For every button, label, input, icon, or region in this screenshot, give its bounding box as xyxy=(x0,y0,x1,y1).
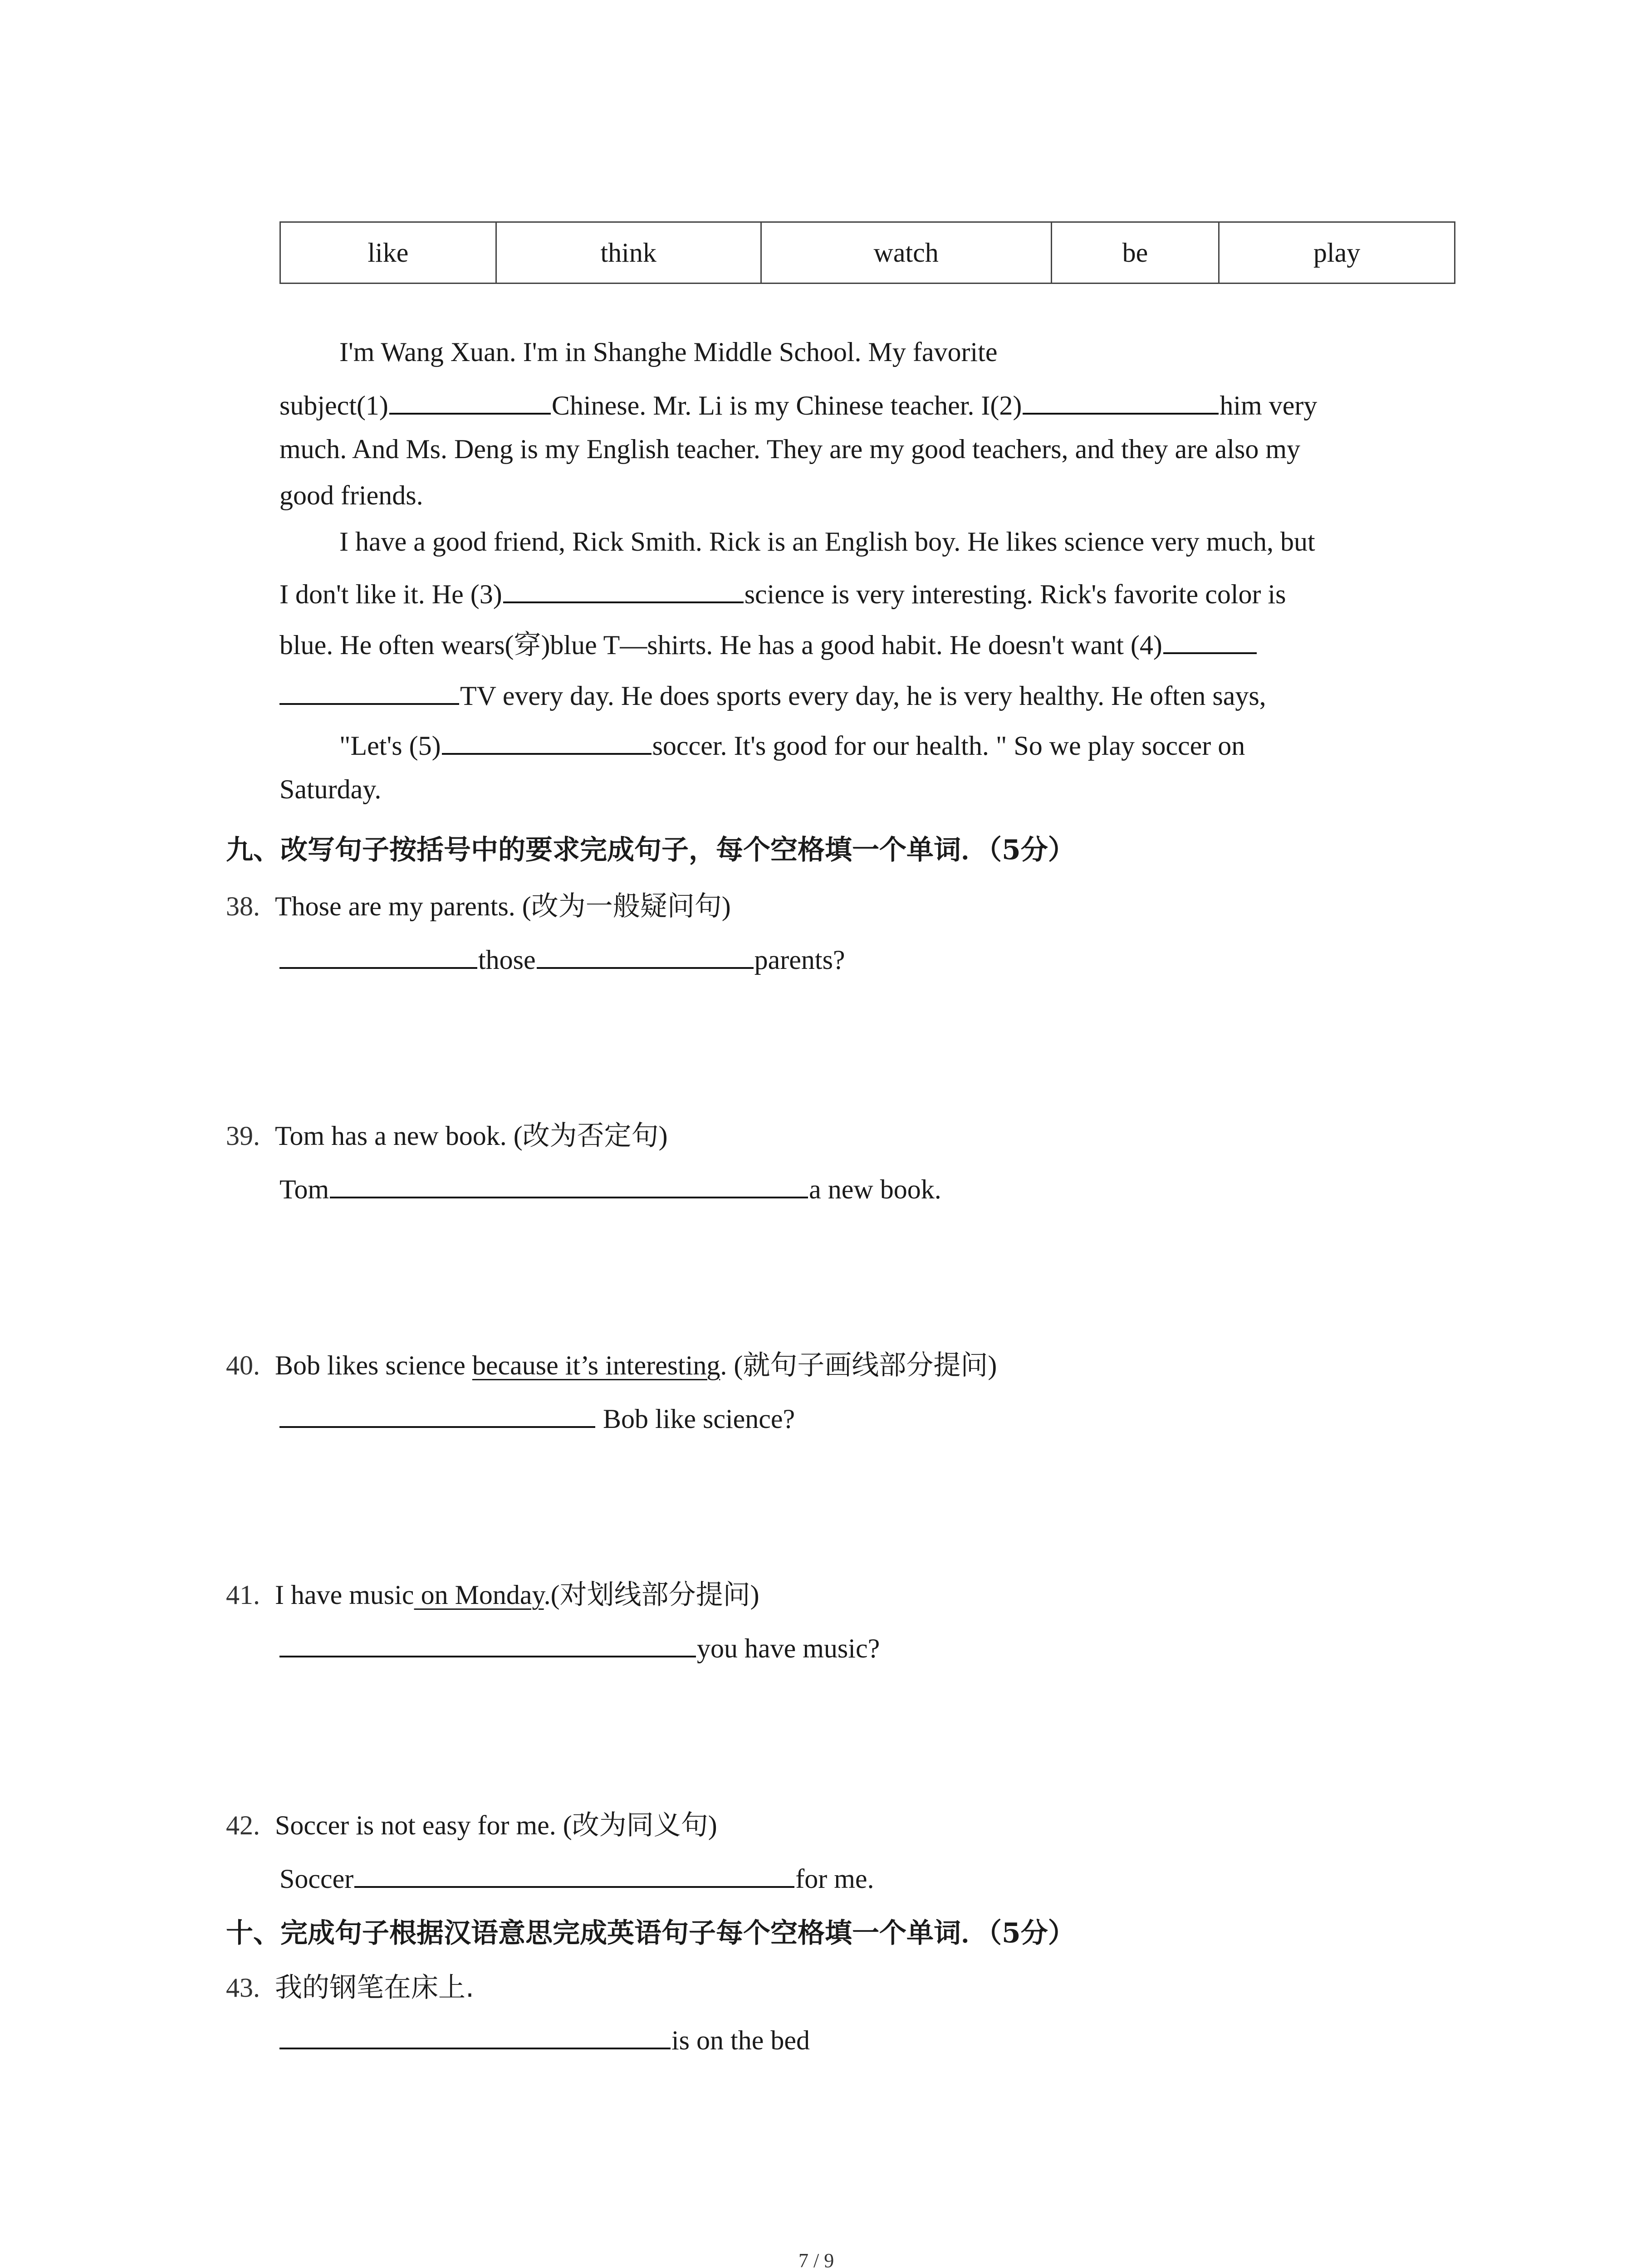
question-43: 43. 我的钢笔在床上. xyxy=(226,1972,475,2004)
answer-blank-3[interactable] xyxy=(503,573,744,603)
section-heading-9: 九、改写句子按括号中的要求完成句子，每个空格填一个单词．（5分） xyxy=(226,834,1075,866)
answer-line-42: Soccer for me. xyxy=(279,1858,874,1897)
passage-line: I'm Wang Xuan. I'm in Shanghe Middle School. My favorite xyxy=(339,337,998,367)
word-bank-cell: think xyxy=(496,222,761,284)
word-bank-cell: be xyxy=(1051,222,1219,284)
answer-blank-1[interactable] xyxy=(389,385,551,415)
answer-line-39: Tom a new book. xyxy=(279,1168,941,1207)
word-bank-cell: like xyxy=(280,222,496,284)
section-heading-10: 十、完成句子根据汉语意思完成英语句子每个空格填一个单词．（5分） xyxy=(226,1917,1075,1949)
passage-line: blue. He often wears(穿)blue T—shirts. He has a good habit. He doesn't want (4) xyxy=(279,624,1258,663)
passage-line: I don't like it. He (3) science is very interesting. Rick's favorite color is xyxy=(279,573,1286,612)
question-38: 38. Those are my parents. (改为一般疑问句) xyxy=(226,891,731,921)
passage-line: much. And Ms. Deng is my English teacher. They are my good teachers, and they are also my xyxy=(279,434,1300,464)
answer-line-41: you have music? xyxy=(279,1628,880,1667)
answer-line-38: those parents? xyxy=(279,939,845,978)
passage-line: subject(1) Chinese. Mr. Li is my Chinese teacher. I(2) him very xyxy=(279,385,1317,424)
question-42: 42. Soccer is not easy for me. (改为同义句) xyxy=(226,1810,717,1840)
word-bank-table xyxy=(279,221,1455,284)
page-number: 7 / 9 xyxy=(798,2249,834,2268)
question-39: 39. Tom has a new book. (改为否定句) xyxy=(226,1121,668,1151)
question-40: 40. Bob likes science because it’s interesting. (就句子画线部分提问) xyxy=(226,1350,997,1380)
answer-blank[interactable] xyxy=(279,939,477,969)
word-bank-cell: watch xyxy=(761,222,1051,284)
answer-blank-5[interactable] xyxy=(442,725,652,755)
question-41: 41. I have music on Monday.(对划线部分提问) xyxy=(226,1580,759,1610)
passage-line: "Let's (5) soccer. It's good for our health. " So we play soccer on xyxy=(339,725,1245,764)
underlined-phrase: because it’s interesting xyxy=(472,1350,720,1380)
passage-line: TV every day. He does sports every day, he is very healthy. He often says, xyxy=(279,675,1266,714)
answer-blank[interactable] xyxy=(537,939,754,969)
answer-blank-4a[interactable] xyxy=(1163,624,1257,654)
passage-line: I have a good friend, Rick Smith. Rick is an English boy. He likes science very much, but xyxy=(339,527,1315,557)
underlined-phrase: on Monday xyxy=(414,1580,544,1610)
answer-blank[interactable] xyxy=(279,2019,671,2049)
answer-blank-4b[interactable] xyxy=(279,675,459,705)
answer-blank-2[interactable] xyxy=(1023,385,1219,415)
passage-line: Saturday. xyxy=(279,774,382,804)
answer-blank[interactable] xyxy=(279,1628,696,1657)
passage-line: good friends. xyxy=(279,480,423,510)
answer-blank[interactable] xyxy=(330,1168,808,1198)
answer-line-40: Bob like science? xyxy=(279,1398,795,1437)
answer-line-43: is on the bed xyxy=(279,2019,810,2058)
answer-blank[interactable] xyxy=(279,1398,595,1428)
answer-blank[interactable] xyxy=(354,1858,794,1888)
word-bank-cell: play xyxy=(1219,222,1455,284)
